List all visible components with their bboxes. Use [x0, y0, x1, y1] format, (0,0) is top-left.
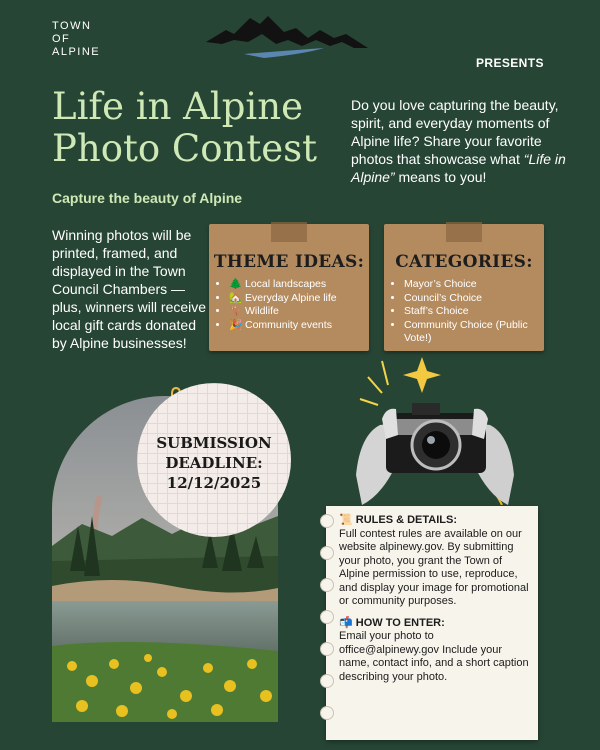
- town-line-2: OF: [52, 33, 71, 45]
- subtitle: Capture the beauty of Alpine: [52, 190, 243, 206]
- binder-ring: [320, 674, 334, 688]
- mountain-logo-icon: [204, 8, 370, 60]
- town-line-3: ALPINE: [52, 46, 101, 58]
- title-line-1: Life in Alpine: [52, 85, 303, 128]
- list-item: • 🦌 Wildlife: [229, 305, 369, 319]
- binder-ring: [320, 546, 334, 560]
- list-item: • Mayor’s Choice: [404, 278, 544, 292]
- list-item: • 🏡 Everyday Alpine life: [229, 292, 369, 306]
- intro-emphasis: “Life in Alpine”: [351, 151, 566, 185]
- deadline-line-2: DEADLINE:: [165, 454, 263, 472]
- list-item: • Council’s Choice: [404, 292, 544, 306]
- list-item: • 🎉 Community events: [229, 319, 369, 333]
- tape-strip: [271, 222, 307, 242]
- town-line-1: TOWN: [52, 20, 92, 32]
- sparkle-icon: [403, 357, 441, 393]
- intro-tail: means to you!: [398, 169, 487, 185]
- list-item: • 🌲 Local landscapes: [229, 278, 369, 292]
- categories-card: [384, 224, 544, 351]
- title-line-2: Photo Contest: [52, 127, 317, 170]
- binder-ring: [320, 610, 334, 624]
- categories-list: [384, 278, 544, 346]
- camera-hands-icon: [352, 355, 518, 505]
- winning-paragraph: Winning photos will be printed, framed, and displayed in the Town Council Chambers — plus, winners will receive local gift cards donated by Alpine businesses!: [52, 227, 207, 351]
- intro-paragraph: [351, 96, 566, 186]
- list-item: • Community Choice (Public Vote!): [404, 319, 544, 346]
- binder-ring: [320, 642, 334, 656]
- intro-lead: Do you love capturing the beauty, spirit, and everyday moments of Alpine life? Share your favorite photos that showcase what: [351, 97, 559, 167]
- presents-label: PRESENTS: [476, 56, 544, 70]
- list-item: • Staff’s Choice: [404, 305, 544, 319]
- deadline-line-1: SUBMISSION: [156, 434, 272, 452]
- how-to-enter-heading: 📬 HOW TO ENTER:: [339, 616, 445, 629]
- town-of-alpine-wordmark: [52, 20, 100, 59]
- categories-heading: CATEGORIES:: [395, 252, 533, 272]
- theme-ideas-heading: THEME IDEAS:: [213, 252, 365, 272]
- how-to-enter-body: Email your photo to office@alpinewy.gov Include your name, contact info, and a short caption describing your photo.: [339, 630, 529, 683]
- rules-body: Full contest rules are available on our website alpinewy.gov. By submitting your photo, you grant the Town of Alpine permission to use, reproduce, and display your image for promotional or community purposes.: [339, 527, 529, 607]
- theme-ideas-card: [209, 224, 369, 351]
- deadline-text: [137, 433, 291, 493]
- rules-note: [326, 506, 538, 740]
- contest-title: [52, 86, 342, 170]
- binder-ring: [320, 578, 334, 592]
- binder-ring: [320, 514, 334, 528]
- binder-ring: [320, 706, 334, 720]
- rules-heading: 📜 RULES & DETAILS:: [339, 514, 457, 526]
- deadline-date: 12/12/2025: [166, 474, 262, 492]
- theme-ideas-list: [209, 278, 369, 332]
- rules-content: [339, 514, 535, 684]
- tape-strip: [446, 222, 482, 242]
- deadline-badge: [137, 383, 291, 537]
